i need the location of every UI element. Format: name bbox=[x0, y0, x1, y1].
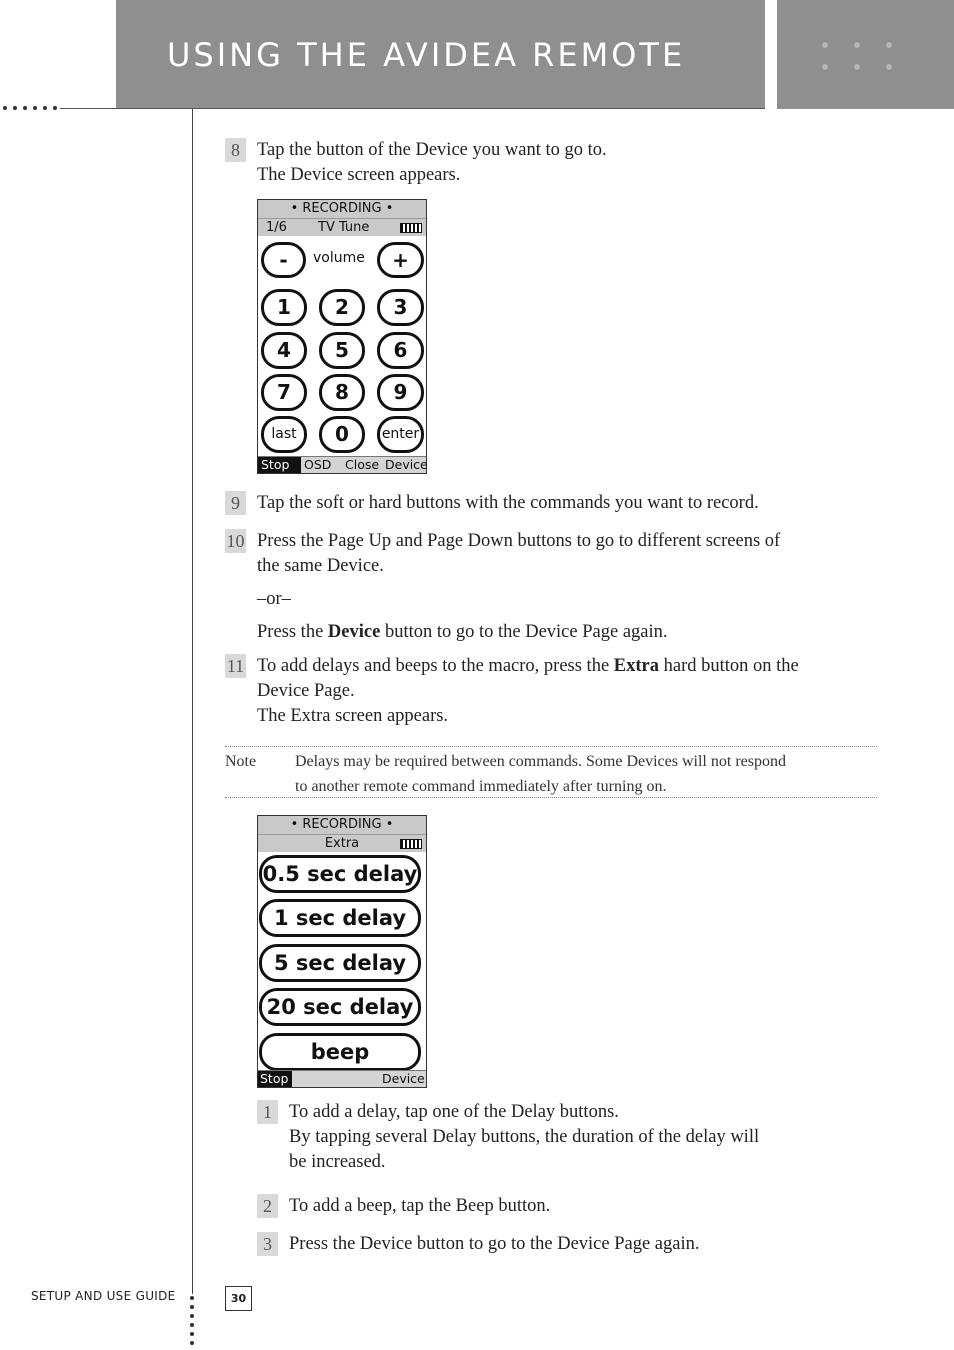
key-1[interactable]: 1 bbox=[261, 289, 307, 326]
stop-softkey[interactable]: Stop bbox=[258, 1071, 292, 1087]
step-text: To add a delay, tap one of the Delay buttons. bbox=[289, 1102, 619, 1122]
or-separator: –or– bbox=[257, 589, 291, 609]
extra-title: Extra bbox=[324, 836, 360, 851]
step-number: 1 bbox=[257, 1100, 278, 1124]
step-text: Press the Page Up and Page Down buttons to go to different screens of bbox=[257, 531, 781, 551]
close-softkey[interactable]: Close bbox=[345, 457, 380, 472]
extra-title-bar bbox=[258, 835, 426, 852]
page-title: USING THE AVIDEA REMOTE bbox=[167, 36, 686, 74]
step-number: 10 bbox=[226, 531, 245, 551]
extra-screen-image bbox=[257, 815, 427, 1088]
decor-dot bbox=[190, 1341, 194, 1345]
volume-label: volume bbox=[313, 250, 365, 266]
keyword-extra: Extra bbox=[613, 656, 659, 676]
step-text: The Extra screen appears. bbox=[257, 706, 449, 726]
note-text: Delays may be required between commands. Some Devices will not respond bbox=[295, 753, 786, 770]
step-text: Device Page. bbox=[257, 681, 355, 701]
step-text: To add a beep, tap the Beep button. bbox=[289, 1196, 551, 1216]
substep-1 bbox=[257, 1100, 857, 1175]
battery-icon bbox=[400, 839, 422, 849]
key-7[interactable]: 7 bbox=[261, 374, 307, 411]
footer-label: SETUP AND USE GUIDE bbox=[31, 1289, 176, 1303]
device-softkey[interactable]: Device bbox=[382, 1071, 425, 1086]
recording-status-bar: • RECORDING • bbox=[258, 200, 426, 219]
delay-1-button[interactable]: 1 sec delay bbox=[259, 899, 421, 937]
device-title: TV Tune bbox=[318, 220, 370, 235]
step-text: the same Device. bbox=[257, 556, 384, 576]
text-run: hard button on the bbox=[659, 656, 799, 676]
key-6[interactable]: 6 bbox=[377, 332, 424, 369]
delay-5-button[interactable]: 5 sec delay bbox=[259, 944, 421, 982]
decor-dot bbox=[190, 1296, 194, 1300]
key-8[interactable]: 8 bbox=[319, 374, 365, 411]
step-text: Tap the button of the Device you want to go to. bbox=[257, 140, 607, 160]
note-box bbox=[225, 746, 877, 798]
decor-dot bbox=[23, 106, 27, 110]
page-indicator: 1/6 bbox=[266, 220, 287, 235]
volume-down-button[interactable]: - bbox=[261, 242, 306, 278]
step-8 bbox=[225, 138, 875, 188]
step-text bbox=[257, 620, 875, 645]
device-footer-bar bbox=[258, 456, 426, 473]
step-text: By tapping several Delay buttons, the duration of the delay will bbox=[289, 1127, 760, 1147]
decor-dot bbox=[190, 1332, 194, 1336]
decor-dot bbox=[854, 42, 860, 48]
keyword-device: Device bbox=[327, 622, 381, 642]
battery-icon bbox=[400, 223, 422, 233]
page-number: 30 bbox=[225, 1286, 252, 1311]
beep-button[interactable]: beep bbox=[259, 1033, 421, 1071]
device-screen-image bbox=[257, 199, 427, 474]
key-enter[interactable]: enter bbox=[377, 416, 424, 453]
step-number: 8 bbox=[225, 138, 246, 162]
volume-up-button[interactable]: + bbox=[377, 242, 424, 278]
key-2[interactable]: 2 bbox=[319, 289, 365, 326]
step-number: 9 bbox=[225, 491, 246, 515]
key-9[interactable]: 9 bbox=[377, 374, 424, 411]
margin-rule bbox=[192, 109, 193, 1294]
key-0[interactable]: 0 bbox=[319, 416, 365, 453]
key-5[interactable]: 5 bbox=[319, 332, 365, 369]
step-text bbox=[257, 654, 875, 679]
text-run: button to go to the Device Page again. bbox=[380, 622, 668, 642]
substep-3 bbox=[257, 1232, 857, 1257]
step-text: Press the Device button to go to the Device Page again. bbox=[289, 1234, 700, 1254]
text-run: Press the bbox=[257, 622, 328, 642]
key-4[interactable]: 4 bbox=[261, 332, 307, 369]
decor-dot bbox=[190, 1314, 194, 1318]
delay-20-button[interactable]: 20 sec delay bbox=[259, 988, 421, 1026]
decor-dot bbox=[53, 106, 57, 110]
note-text: to another remote command immediately after turning on. bbox=[295, 778, 667, 795]
key-last[interactable]: last bbox=[261, 416, 307, 453]
decor-dot bbox=[822, 64, 828, 70]
recording-status-bar: • RECORDING • bbox=[258, 816, 426, 835]
device-title-bar bbox=[258, 219, 426, 236]
substep-2 bbox=[257, 1194, 857, 1219]
step-number: 11 bbox=[226, 656, 245, 676]
step-11 bbox=[225, 654, 875, 729]
decor-dot bbox=[43, 106, 47, 110]
delay-0-5-button[interactable]: 0.5 sec delay bbox=[259, 855, 421, 893]
step-text: be increased. bbox=[289, 1152, 386, 1172]
step-text: The Device screen appears. bbox=[257, 165, 461, 185]
text-run: To add delays and beeps to the macro, press the bbox=[257, 656, 614, 676]
decor-dot bbox=[13, 106, 17, 110]
decor-dot bbox=[33, 106, 37, 110]
header-rule bbox=[60, 108, 765, 109]
device-softkey[interactable]: Device bbox=[385, 457, 428, 472]
osd-softkey[interactable]: OSD bbox=[304, 457, 332, 472]
decor-dot bbox=[3, 106, 7, 110]
step-10 bbox=[225, 529, 875, 645]
decor-dot bbox=[822, 42, 828, 48]
extra-footer-bar bbox=[258, 1070, 426, 1087]
step-number: 2 bbox=[257, 1194, 278, 1218]
decor-dot bbox=[854, 64, 860, 70]
step-9 bbox=[225, 491, 875, 516]
key-3[interactable]: 3 bbox=[377, 289, 424, 326]
stop-softkey[interactable]: Stop bbox=[258, 457, 301, 473]
decor-dot bbox=[886, 42, 892, 48]
note-label: Note bbox=[225, 753, 257, 770]
step-text: Tap the soft or hard buttons with the commands you want to record. bbox=[257, 493, 759, 513]
decor-dot bbox=[886, 64, 892, 70]
step-number: 3 bbox=[257, 1232, 278, 1256]
decor-dot bbox=[190, 1305, 194, 1309]
header-side-panel bbox=[777, 0, 954, 109]
decor-dot bbox=[190, 1323, 194, 1327]
